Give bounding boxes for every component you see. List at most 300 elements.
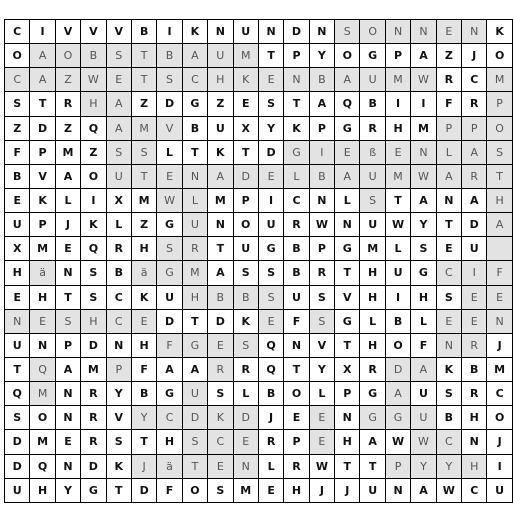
grid-cell[interactable]: I [258,188,283,212]
grid-cell[interactable]: E [436,309,461,333]
grid-cell[interactable]: W [436,478,461,502]
grid-cell[interactable]: F [487,261,512,285]
grid-cell[interactable]: S [309,309,334,333]
grid-cell[interactable]: F [157,333,182,357]
grid-cell[interactable]: B [258,382,283,406]
grid-cell[interactable]: B [309,68,334,92]
grid-cell[interactable]: N [487,309,512,333]
grid-cell[interactable]: O [487,116,512,140]
grid-cell[interactable]: D [208,309,233,333]
grid-cell[interactable]: E [487,285,512,309]
grid-cell[interactable] [487,237,512,261]
grid-cell[interactable]: E [436,20,461,44]
grid-cell[interactable]: N [208,213,233,237]
grid-cell[interactable]: U [233,20,258,44]
grid-cell[interactable]: T [487,164,512,188]
grid-cell[interactable]: R [258,430,283,454]
grid-cell[interactable]: C [462,478,487,502]
grid-cell[interactable]: O [360,20,385,44]
grid-cell[interactable]: C [106,285,131,309]
grid-cell[interactable]: L [436,140,461,164]
grid-cell[interactable]: X [5,237,30,261]
grid-cell[interactable]: M [385,164,410,188]
grid-cell[interactable]: A [360,430,385,454]
grid-cell[interactable]: E [258,309,283,333]
grid-cell[interactable]: H [360,285,385,309]
grid-cell[interactable]: Q [258,357,283,381]
grid-cell[interactable]: U [411,382,436,406]
grid-cell[interactable]: Y [106,382,131,406]
grid-cell[interactable]: N [55,406,80,430]
grid-cell[interactable]: H [182,285,207,309]
grid-cell[interactable]: B [131,20,156,44]
grid-cell[interactable]: Q [30,454,55,478]
grid-cell[interactable]: O [487,44,512,68]
grid-cell[interactable]: S [106,140,131,164]
grid-cell[interactable]: C [157,406,182,430]
grid-cell[interactable]: S [157,68,182,92]
grid-cell[interactable]: S [81,261,106,285]
grid-cell[interactable]: B [284,237,309,261]
grid-cell[interactable]: Z [55,68,80,92]
grid-cell[interactable]: S [335,20,360,44]
grid-cell[interactable]: R [106,237,131,261]
grid-cell[interactable]: H [208,68,233,92]
grid-cell[interactable]: I [411,92,436,116]
grid-cell[interactable]: E [258,164,283,188]
grid-cell[interactable]: L [411,309,436,333]
grid-cell[interactable]: G [411,261,436,285]
grid-cell[interactable]: L [258,454,283,478]
grid-cell[interactable]: L [106,213,131,237]
grid-cell[interactable]: A [462,140,487,164]
grid-cell[interactable]: B [157,44,182,68]
grid-cell[interactable]: D [182,406,207,430]
grid-cell[interactable]: E [106,68,131,92]
grid-cell[interactable]: E [55,430,80,454]
grid-cell[interactable]: P [55,333,80,357]
grid-cell[interactable]: B [309,164,334,188]
grid-cell[interactable]: P [309,237,334,261]
grid-cell[interactable]: T [106,478,131,502]
grid-cell[interactable]: O [284,382,309,406]
grid-cell[interactable]: H [30,285,55,309]
grid-cell[interactable]: B [385,309,410,333]
grid-cell[interactable]: G [157,261,182,285]
grid-cell[interactable]: A [335,68,360,92]
grid-cell[interactable]: E [462,309,487,333]
grid-cell[interactable]: T [55,285,80,309]
grid-cell[interactable]: N [462,20,487,44]
grid-cell[interactable]: L [309,382,334,406]
grid-cell[interactable]: N [5,309,30,333]
grid-cell[interactable]: J [131,454,156,478]
grid-cell[interactable]: H [81,309,106,333]
grid-cell[interactable]: Y [436,454,461,478]
grid-cell[interactable]: H [284,478,309,502]
grid-cell[interactable]: S [208,478,233,502]
grid-cell[interactable]: H [5,261,30,285]
grid-cell[interactable]: D [284,20,309,44]
grid-cell[interactable]: B [81,44,106,68]
grid-cell[interactable]: J [487,333,512,357]
grid-cell[interactable]: N [385,20,410,44]
grid-cell[interactable]: K [131,285,156,309]
grid-cell[interactable]: H [462,454,487,478]
grid-cell[interactable]: K [208,406,233,430]
grid-cell[interactable]: U [462,237,487,261]
grid-cell[interactable]: N [436,188,461,212]
grid-cell[interactable]: E [55,237,80,261]
grid-cell[interactable]: D [157,309,182,333]
grid-cell[interactable]: U [284,285,309,309]
grid-cell[interactable]: K [436,357,461,381]
grid-cell[interactable]: S [258,261,283,285]
grid-cell[interactable]: Y [309,357,334,381]
grid-cell[interactable]: I [81,188,106,212]
grid-cell[interactable]: H [360,333,385,357]
grid-cell[interactable]: T [335,454,360,478]
grid-cell[interactable]: R [462,382,487,406]
grid-cell[interactable]: U [487,478,512,502]
grid-cell[interactable]: M [30,430,55,454]
grid-cell[interactable]: C [5,68,30,92]
grid-cell[interactable]: Q [335,92,360,116]
grid-cell[interactable]: Z [436,44,461,68]
grid-cell[interactable]: L [360,309,385,333]
grid-cell[interactable]: M [182,261,207,285]
grid-cell[interactable]: Z [5,116,30,140]
grid-cell[interactable]: U [258,213,283,237]
grid-cell[interactable]: Y [309,44,334,68]
grid-cell[interactable]: N [309,20,334,44]
grid-cell[interactable]: N [233,454,258,478]
grid-cell[interactable]: R [436,68,461,92]
grid-cell[interactable]: G [335,309,360,333]
grid-cell[interactable]: E [258,68,283,92]
grid-cell[interactable]: T [233,140,258,164]
grid-cell[interactable]: M [385,68,410,92]
grid-cell[interactable]: D [233,406,258,430]
grid-cell[interactable]: T [385,188,410,212]
grid-cell[interactable]: Y [258,116,283,140]
grid-cell[interactable]: ß [360,140,385,164]
grid-cell[interactable]: G [157,213,182,237]
grid-cell[interactable]: S [487,140,512,164]
grid-cell[interactable]: O [182,478,207,502]
grid-cell[interactable]: C [436,430,461,454]
grid-cell[interactable]: H [30,478,55,502]
grid-cell[interactable]: M [30,382,55,406]
grid-cell[interactable]: Z [131,213,156,237]
grid-cell[interactable]: R [233,357,258,381]
grid-cell[interactable]: H [131,237,156,261]
grid-cell[interactable]: T [284,357,309,381]
grid-cell[interactable]: Y [55,478,80,502]
grid-cell[interactable]: Z [131,92,156,116]
grid-cell[interactable]: Q [258,333,283,357]
grid-cell[interactable]: I [30,20,55,44]
grid-cell[interactable]: V [309,333,334,357]
grid-cell[interactable]: S [157,237,182,261]
grid-cell[interactable]: V [55,20,80,44]
grid-cell[interactable]: F [411,333,436,357]
grid-cell[interactable]: B [284,261,309,285]
grid-cell[interactable]: H [131,333,156,357]
grid-cell[interactable]: N [335,406,360,430]
grid-cell[interactable]: H [487,188,512,212]
grid-cell[interactable]: U [182,382,207,406]
grid-cell[interactable]: M [233,44,258,68]
grid-cell[interactable]: N [335,213,360,237]
grid-cell[interactable]: R [81,406,106,430]
grid-cell[interactable]: A [55,164,80,188]
grid-cell[interactable]: K [284,116,309,140]
grid-cell[interactable]: F [5,140,30,164]
grid-cell[interactable]: U [5,478,30,502]
grid-cell[interactable]: S [208,382,233,406]
grid-cell[interactable]: U [411,406,436,430]
grid-cell[interactable]: P [436,116,461,140]
grid-cell[interactable]: B [131,382,156,406]
grid-cell[interactable]: S [55,309,80,333]
grid-cell[interactable]: ä [131,261,156,285]
grid-cell[interactable]: O [487,406,512,430]
grid-cell[interactable]: U [360,478,385,502]
grid-cell[interactable]: D [462,213,487,237]
grid-cell[interactable]: C [182,68,207,92]
grid-cell[interactable]: I [462,261,487,285]
grid-cell[interactable]: N [182,164,207,188]
grid-cell[interactable]: A [335,164,360,188]
grid-cell[interactable]: T [284,92,309,116]
grid-cell[interactable]: A [411,188,436,212]
grid-cell[interactable]: Q [30,357,55,381]
grid-cell[interactable]: S [131,140,156,164]
grid-cell[interactable]: N [309,188,334,212]
grid-cell[interactable]: N [436,333,461,357]
grid-cell[interactable]: K [233,309,258,333]
grid-cell[interactable]: G [157,382,182,406]
grid-cell[interactable]: E [309,430,334,454]
grid-cell[interactable]: S [106,44,131,68]
grid-cell[interactable]: Y [411,213,436,237]
grid-cell[interactable]: U [182,213,207,237]
grid-cell[interactable]: O [385,333,410,357]
grid-cell[interactable]: I [157,20,182,44]
grid-cell[interactable]: O [55,44,80,68]
grid-cell[interactable]: E [385,140,410,164]
grid-cell[interactable]: O [81,164,106,188]
grid-cell[interactable]: R [182,237,207,261]
grid-cell[interactable]: K [208,140,233,164]
grid-cell[interactable]: R [309,261,334,285]
grid-cell[interactable]: Q [81,116,106,140]
grid-cell[interactable]: L [55,188,80,212]
grid-cell[interactable]: S [106,430,131,454]
grid-cell[interactable]: A [462,188,487,212]
grid-cell[interactable]: J [258,406,283,430]
grid-cell[interactable]: P [335,382,360,406]
grid-cell[interactable]: A [208,261,233,285]
grid-cell[interactable]: H [81,92,106,116]
grid-cell[interactable]: G [385,406,410,430]
grid-cell[interactable]: E [30,309,55,333]
grid-cell[interactable]: D [233,164,258,188]
grid-cell[interactable]: N [55,261,80,285]
grid-cell[interactable]: A [182,357,207,381]
grid-cell[interactable]: E [233,430,258,454]
grid-cell[interactable]: T [182,309,207,333]
grid-cell[interactable]: L [157,140,182,164]
grid-cell[interactable]: M [411,116,436,140]
grid-cell[interactable]: U [208,44,233,68]
grid-cell[interactable]: A [411,478,436,502]
grid-cell[interactable]: W [411,430,436,454]
grid-cell[interactable]: C [106,309,131,333]
grid-cell[interactable]: M [360,237,385,261]
grid-cell[interactable]: B [436,406,461,430]
grid-cell[interactable]: E [436,237,461,261]
grid-cell[interactable]: O [5,44,30,68]
grid-cell[interactable]: H [385,116,410,140]
grid-cell[interactable]: I [487,454,512,478]
grid-cell[interactable]: J [309,478,334,502]
grid-cell[interactable]: M [233,478,258,502]
grid-cell[interactable]: X [106,188,131,212]
grid-cell[interactable]: T [258,44,283,68]
grid-cell[interactable]: A [436,164,461,188]
grid-cell[interactable]: H [335,430,360,454]
grid-cell[interactable]: X [335,357,360,381]
grid-cell[interactable]: A [106,92,131,116]
grid-cell[interactable]: M [487,68,512,92]
grid-cell[interactable]: B [182,116,207,140]
grid-cell[interactable]: V [157,116,182,140]
grid-cell[interactable]: W [157,188,182,212]
grid-cell[interactable]: G [182,92,207,116]
grid-cell[interactable]: K [30,188,55,212]
grid-cell[interactable]: C [436,261,461,285]
grid-cell[interactable]: N [208,20,233,44]
grid-cell[interactable]: B [106,261,131,285]
grid-cell[interactable]: Y [131,406,156,430]
grid-cell[interactable]: T [335,261,360,285]
grid-cell[interactable]: K [81,213,106,237]
grid-cell[interactable]: A [309,92,334,116]
grid-cell[interactable]: A [411,357,436,381]
grid-cell[interactable]: M [131,188,156,212]
grid-cell[interactable]: L [182,188,207,212]
grid-cell[interactable]: T [131,164,156,188]
grid-cell[interactable]: C [487,382,512,406]
grid-cell[interactable]: G [81,478,106,502]
grid-cell[interactable]: B [360,92,385,116]
grid-cell[interactable]: A [487,213,512,237]
grid-cell[interactable]: E [208,333,233,357]
grid-cell[interactable]: N [411,20,436,44]
grid-cell[interactable]: L [284,164,309,188]
grid-cell[interactable]: U [5,333,30,357]
grid-cell[interactable]: V [106,20,131,44]
grid-cell[interactable]: P [106,357,131,381]
grid-cell[interactable]: E [309,406,334,430]
grid-cell[interactable]: U [157,285,182,309]
grid-cell[interactable]: R [284,213,309,237]
grid-cell[interactable]: T [131,44,156,68]
grid-cell[interactable]: R [462,164,487,188]
grid-cell[interactable]: S [360,188,385,212]
grid-cell[interactable]: P [284,44,309,68]
grid-cell[interactable]: C [462,68,487,92]
grid-cell[interactable]: S [258,92,283,116]
grid-cell[interactable]: P [487,92,512,116]
grid-cell[interactable]: M [487,357,512,381]
grid-cell[interactable]: R [360,357,385,381]
grid-cell[interactable]: E [233,92,258,116]
grid-cell[interactable]: B [462,357,487,381]
grid-cell[interactable]: D [157,92,182,116]
grid-cell[interactable]: P [385,44,410,68]
grid-cell[interactable]: S [182,430,207,454]
grid-cell[interactable]: D [81,454,106,478]
grid-cell[interactable]: T [360,454,385,478]
grid-cell[interactable]: V [30,164,55,188]
grid-cell[interactable]: G [360,44,385,68]
grid-cell[interactable]: C [5,20,30,44]
grid-cell[interactable]: A [30,68,55,92]
grid-cell[interactable]: ä [157,454,182,478]
grid-cell[interactable]: I [385,285,410,309]
grid-cell[interactable]: W [309,454,334,478]
grid-cell[interactable]: Z [81,140,106,164]
grid-cell[interactable]: V [335,285,360,309]
grid-cell[interactable]: Q [5,382,30,406]
grid-cell[interactable]: J [335,478,360,502]
grid-cell[interactable]: A [182,44,207,68]
grid-cell[interactable]: A [411,44,436,68]
grid-cell[interactable]: G [182,333,207,357]
grid-cell[interactable]: R [462,333,487,357]
grid-cell[interactable]: J [462,44,487,68]
grid-cell[interactable]: T [436,213,461,237]
grid-cell[interactable]: T [182,140,207,164]
grid-cell[interactable]: D [258,140,283,164]
grid-cell[interactable]: N [284,68,309,92]
grid-cell[interactable]: S [258,285,283,309]
grid-cell[interactable]: S [436,285,461,309]
grid-cell[interactable]: E [284,406,309,430]
grid-cell[interactable]: R [360,116,385,140]
grid-cell[interactable]: N [462,430,487,454]
grid-cell[interactable]: R [81,382,106,406]
grid-cell[interactable]: W [411,68,436,92]
grid-cell[interactable]: G [360,382,385,406]
grid-cell[interactable]: K [487,20,512,44]
grid-cell[interactable]: A [157,357,182,381]
grid-cell[interactable]: N [55,454,80,478]
grid-cell[interactable]: U [360,68,385,92]
grid-cell[interactable]: L [385,237,410,261]
grid-cell[interactable]: ä [30,261,55,285]
grid-cell[interactable]: O [30,406,55,430]
grid-cell[interactable]: W [309,213,334,237]
grid-cell[interactable]: D [5,454,30,478]
grid-cell[interactable]: B [208,285,233,309]
grid-cell[interactable]: N [258,20,283,44]
grid-cell[interactable]: E [5,285,30,309]
grid-cell[interactable]: U [233,237,258,261]
